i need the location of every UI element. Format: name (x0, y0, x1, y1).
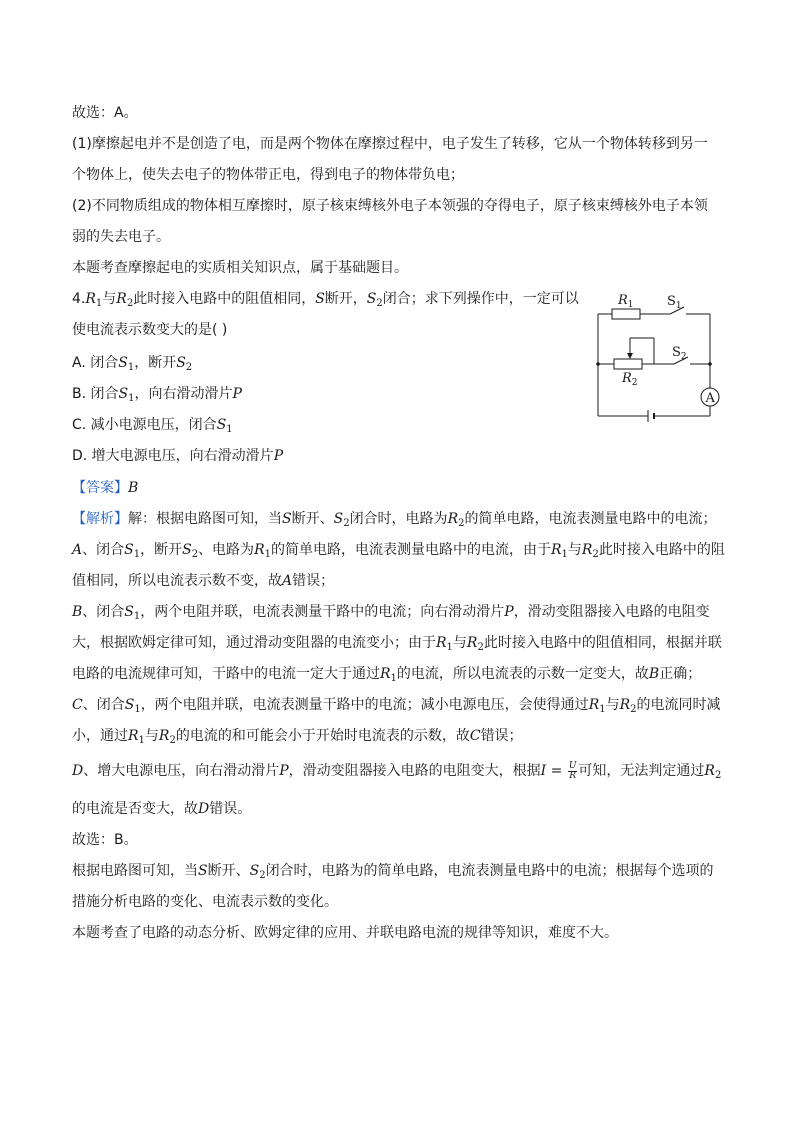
text: ，断开 (140, 542, 183, 558)
var-s1: $S_1$ (216, 417, 233, 435)
var-r1: $R_1$ (380, 666, 397, 684)
var-r1: $R_1$ (85, 291, 103, 309)
option-letter: C (469, 728, 481, 744)
analysis-line-10 (72, 799, 251, 819)
answer-line (72, 478, 138, 498)
option-letter: B (648, 666, 660, 682)
var-s2: $S_2$ (182, 542, 199, 560)
var-r2: $R_2$ (447, 511, 465, 529)
analysis-line-1 (72, 509, 716, 534)
var-s1: $S_1$ (124, 697, 141, 715)
rheostat-r2 (614, 359, 642, 369)
text: B. 闭合 (72, 386, 119, 402)
text: 根据电路图可知，当 (72, 863, 198, 879)
label-s1: $S_1$ (667, 294, 682, 311)
option-d (72, 446, 283, 466)
resistor-r1 (612, 309, 640, 319)
analysis-line-4 (72, 602, 710, 627)
text: 小，通过 (72, 728, 128, 744)
text: 、闭合 (82, 604, 125, 620)
var-r1: $R_1$ (254, 542, 271, 560)
text: ，两个电阻并联，电流表测量干路中的电流；减小电源电压，会使得通过 (140, 697, 589, 713)
text: ，断开 (134, 355, 177, 371)
question-4-stem-line1 (72, 289, 579, 314)
label-r2: $R_2$ (622, 371, 638, 388)
text: 的电流，所以电流表的示数一定变大，故 (396, 666, 649, 682)
analysis-line-3 (72, 571, 334, 591)
var-p: P (504, 604, 514, 620)
text: 错误； (480, 728, 523, 744)
circuit-diagram (592, 290, 732, 425)
text: 大，根据欧姆定律可知，通过滑动变阻器的电流变小；由于 (72, 635, 436, 651)
var-s1: $S_1$ (118, 386, 135, 404)
var-r2: $R_2$ (116, 291, 134, 309)
prev-analysis-p1b: 个物体上，使失去电子的物体带正电，得到电子的物体带负电； (72, 167, 464, 183)
var-p: P (232, 386, 242, 402)
text: 与 (144, 728, 159, 744)
text: ，向右滑动滑片 (134, 386, 233, 402)
ammeter-label: A (705, 391, 715, 406)
text: 错误。 (209, 801, 252, 817)
answer-value: B (128, 480, 139, 496)
var-s2: $S_2$ (249, 863, 266, 881)
text: 闭合时，电路为 (349, 511, 448, 527)
var-s1: $S_1$ (118, 355, 135, 373)
text: 解：根据电路图可知，当 (128, 511, 282, 527)
var-s2: $S_2$ (176, 355, 193, 373)
label-r1: $R_1$ (618, 293, 634, 310)
label-s2: $S_2$ (672, 345, 687, 362)
junction-dot (596, 362, 600, 366)
option-a (72, 353, 192, 378)
formula-i: I (540, 763, 547, 779)
option-letter: C (72, 697, 83, 713)
text: ，滑动变阻器接入电路的电阻变 (513, 604, 710, 620)
text: 可知，无法判定通过 (578, 763, 705, 779)
analysis-line-5 (72, 633, 722, 658)
text: 的简单电路，电流表测量电路中的电流； (464, 511, 717, 527)
var-s: S (282, 511, 292, 527)
analysis-line-9 (72, 761, 721, 786)
text: 此时接入电路中的阻值相同，根据并联 (483, 635, 722, 651)
text: 的电流是否变大，故 (72, 801, 198, 817)
text: A. 闭合 (72, 355, 119, 371)
var-r2: $R_2$ (619, 697, 637, 715)
text: 、增大电源电压，向右滑动滑片 (83, 763, 280, 779)
text: 的简单电路，电流表测量电路中的电流，由于 (270, 542, 551, 558)
option-letter: D (72, 763, 84, 779)
question-4-stem-line2: 使电流表示数变大的是( ) (72, 322, 228, 338)
slider-arrow-head (627, 353, 633, 359)
text: 电路的电流规律可知，干路中的电流一定大于通过 (72, 666, 380, 682)
var-r1: $R_1$ (588, 697, 606, 715)
formula-fraction: $\frac{U}{R}$ (568, 760, 577, 781)
var-r1: $R_1$ (128, 728, 145, 746)
prev-analysis-p1a: (1)摩擦起电并不是创造了电，而是两个物体在摩擦过程中，电子发生了转移，它从一个物体转移到另一 (72, 136, 708, 152)
text: 的电流的和可能会小于开始时电流表的示数，故 (175, 728, 470, 744)
text: 与 (567, 542, 582, 558)
prev-analysis-p2b: 弱的失去电子。 (72, 229, 170, 245)
prev-answer-line: 故选：A。 (72, 105, 138, 121)
option-letter: B (72, 604, 83, 620)
text: 、闭合 (82, 697, 125, 713)
text: 闭合时，电路为的简单电路，电流表测量电路中的电流；根据每个选项的 (265, 863, 714, 879)
var-s2: $S_2$ (333, 511, 350, 529)
var-r2: $R_2$ (466, 635, 484, 653)
var-r1: $R_1$ (550, 542, 568, 560)
junction-dot (708, 362, 712, 366)
text: 与 (605, 697, 620, 713)
var-r1: $R_1$ (436, 635, 453, 653)
formula-eq: = (546, 763, 567, 779)
analysis-line-2 (72, 540, 725, 565)
var-r2: $R_2$ (704, 763, 722, 781)
text: ，两个电阻并联，电流表测量干路中的电流；向右滑动滑片 (140, 604, 505, 620)
summary-line-1 (72, 861, 714, 886)
final-choice: 故选：B。 (72, 832, 138, 848)
prev-review: 本题考查摩擦起电的实质相关知识点，属于基础题目。 (72, 260, 408, 276)
var-s1: $S_1$ (124, 604, 141, 622)
text: 此时接入电路中的阻值相同， (133, 291, 316, 307)
option-b (72, 384, 242, 409)
text: 错误； (292, 573, 335, 589)
text: C. 减小电源电压，闭合 (72, 417, 217, 433)
analysis-line-8 (72, 726, 523, 751)
var-p: P (279, 763, 289, 779)
text: ，滑动变阻器接入电路的电阻变大，根据 (288, 763, 541, 779)
option-letter: D (198, 801, 210, 817)
var-s2: $S_2$ (366, 291, 383, 309)
text: 、闭合 (82, 542, 125, 558)
text: 与 (102, 291, 117, 307)
var-s: S (315, 291, 325, 307)
text: D. 增大电源电压，向右滑动滑片 (72, 448, 274, 464)
text: 断开、 (291, 511, 334, 527)
answer-label: 【答案】 (72, 480, 128, 496)
prev-analysis-p2a: (2)不同物质组成的物体相互摩擦时，原子核束缚核外电子本领强的夺得电子，原子核束缚核外电子本领 (72, 198, 708, 214)
text: 的电流同时减 (636, 697, 721, 713)
text: 闭合；求下列操作中，一定可以 (382, 291, 579, 307)
text: 与 (452, 635, 467, 651)
var-r2: $R_2$ (158, 728, 176, 746)
analysis-line-6 (72, 664, 701, 689)
option-c (72, 415, 233, 440)
review-line: 本题考查了电路的动态分析、欧姆定律的应用、并联电路电流的规律等知识，难度不大。 (72, 925, 618, 941)
text: 值相同，所以电流表示数不变，故 (72, 573, 282, 589)
text: 、电路为 (198, 542, 255, 558)
var-r2: $R_2$ (581, 542, 599, 560)
analysis-line-7 (72, 695, 721, 720)
question-number: 4. (72, 291, 86, 307)
analysis-label: 【解析】 (72, 511, 128, 527)
text: 正确； (659, 666, 702, 682)
summary-line-2: 措施分析电路的变化、电流表示数的变化。 (72, 894, 338, 910)
text: 断开、 (207, 863, 250, 879)
option-letter: A (282, 573, 293, 589)
text: 此时接入电路中的阻 (598, 542, 725, 558)
option-letter: A (72, 542, 83, 558)
text: 断开， (324, 291, 367, 307)
var-s: S (198, 863, 208, 879)
var-s1: $S_1$ (124, 542, 141, 560)
var-p: P (273, 448, 284, 464)
